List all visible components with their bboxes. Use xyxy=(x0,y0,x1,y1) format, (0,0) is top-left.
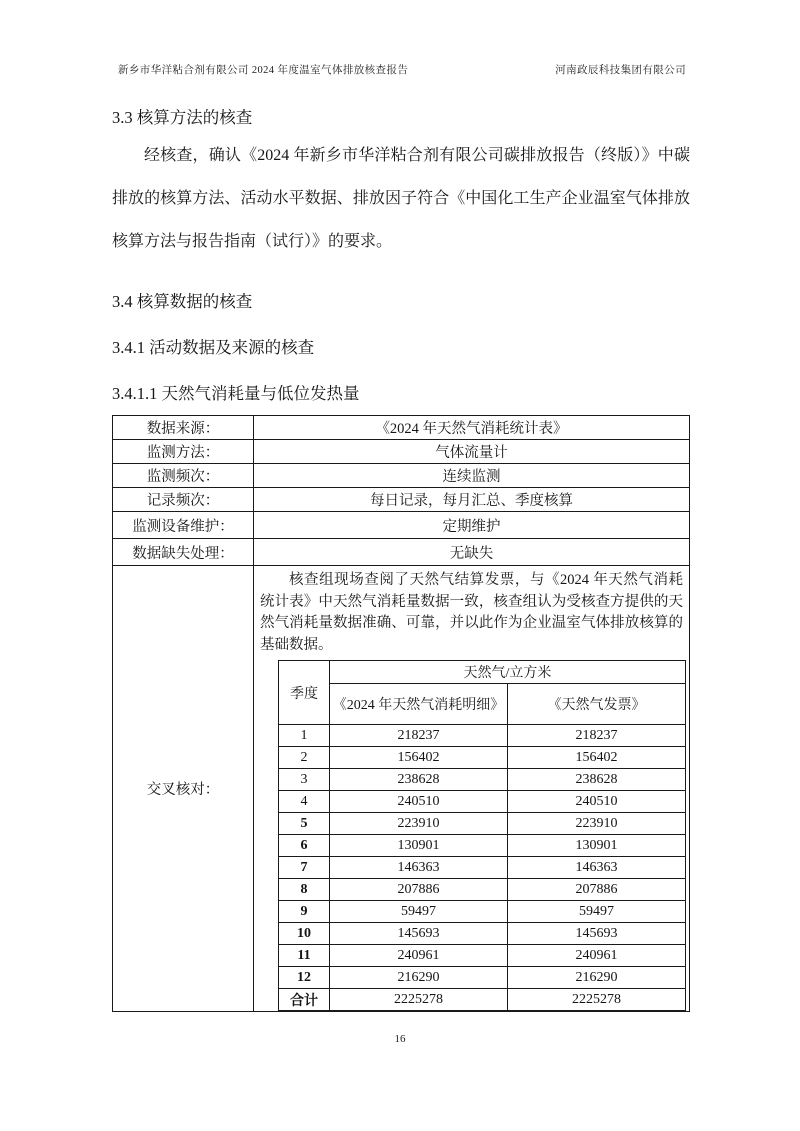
info-value: 《2024 年天然气消耗统计表》 xyxy=(254,416,690,440)
heading-3-3: 3.3 核算方法的核查 xyxy=(112,108,253,127)
cross-check-label: 交叉核对： xyxy=(113,566,254,1012)
invoice-cell: 238628 xyxy=(508,769,686,791)
heading-3-4: 3.4 核算数据的核查 xyxy=(112,292,253,311)
detail-cell: 207886 xyxy=(330,879,508,901)
detail-cell: 240961 xyxy=(330,945,508,967)
info-label: 监测方法： xyxy=(113,440,254,464)
table-row xyxy=(279,791,686,813)
info-value: 气体流量计 xyxy=(254,440,690,464)
cross-check-content xyxy=(254,566,690,1012)
invoice-cell: 240961 xyxy=(508,945,686,967)
invoice-cell: 207886 xyxy=(508,879,686,901)
detail-header: 《2024 年天然气消耗明细》 xyxy=(330,684,508,725)
running-header-left: 新乡市华洋粘合剂有限公司 2024 年度温室气体排放核查报告 xyxy=(118,65,409,76)
info-label: 记录频次： xyxy=(113,488,254,512)
detail-cell: 223910 xyxy=(330,813,508,835)
invoice-cell: 130901 xyxy=(508,835,686,857)
invoice-cell: 223910 xyxy=(508,813,686,835)
quarter-cell: 4 xyxy=(279,791,330,813)
invoice-cell: 145693 xyxy=(508,923,686,945)
quarter-cell: 11 xyxy=(279,945,330,967)
info-value: 每日记录，每月汇总、季度核算 xyxy=(254,488,690,512)
info-label: 监测频次： xyxy=(113,464,254,488)
detail-cell: 216290 xyxy=(330,967,508,989)
quarter-cell: 1 xyxy=(279,725,330,747)
info-label: 监测设备维护： xyxy=(113,512,254,539)
detail-cell: 145693 xyxy=(330,923,508,945)
page-number: 16 xyxy=(394,1033,406,1045)
detail-cell: 238628 xyxy=(330,769,508,791)
detail-cell: 218237 xyxy=(330,725,508,747)
cross-check-note: 核查组现场查阅了天然气结算发票，与《2024 年天然气消耗统计表》中天然气消耗量数据一致，核查组认为受核查方提供的天然气消耗量数据准确、可靠，并以此作为企业温室气体排放核算的基础数据。 xyxy=(260,572,683,653)
detail-cell: 146363 xyxy=(330,857,508,879)
quarter-cell: 5 xyxy=(279,813,330,835)
info-value: 定期维护 xyxy=(254,512,690,539)
quarter-cell: 8 xyxy=(279,879,330,901)
table-row xyxy=(113,416,690,440)
detail-cell: 240510 xyxy=(330,791,508,813)
quarter-cell: 2 xyxy=(279,747,330,769)
table-row xyxy=(113,512,690,539)
heading-3-4-1: 3.4.1 活动数据及来源的核查 xyxy=(112,338,315,357)
unit-header: 天然气/立方米 xyxy=(330,661,686,684)
quarter-cell: 9 xyxy=(279,901,330,923)
invoice-cell: 216290 xyxy=(508,967,686,989)
quarter-cell: 6 xyxy=(279,835,330,857)
invoice-cell: 240510 xyxy=(508,791,686,813)
info-label: 数据来源： xyxy=(113,416,254,440)
info-value: 连续监测 xyxy=(254,464,690,488)
table-row xyxy=(113,488,690,512)
natural-gas-info-table xyxy=(112,415,690,1012)
table-row xyxy=(279,835,686,857)
table-row xyxy=(279,967,686,989)
paragraph-3-3: 经核查，确认《2024 年新乡市华洋粘合剂有限公司碳排放报告（终版）》中碳排放的核算方法、活动水平数据、排放因子符合《中国化工生产企业温室气体排放核算方法与报告指南（试行）》的要求。 xyxy=(112,147,690,250)
quarter-cell: 12 xyxy=(279,967,330,989)
invoice-header: 《天然气发票》 xyxy=(508,684,686,725)
table-row xyxy=(279,725,686,747)
info-label: 数据缺失处理： xyxy=(113,539,254,566)
quarter-header: 季度 xyxy=(279,661,330,725)
table-row xyxy=(279,684,686,725)
quarter-cell: 7 xyxy=(279,857,330,879)
quarter-cell: 10 xyxy=(279,923,330,945)
heading-3-4-1-1: 3.4.1.1 天然气消耗量与低位发热量 xyxy=(112,384,360,403)
page-content xyxy=(112,62,690,1012)
table-row xyxy=(113,440,690,464)
table-row xyxy=(279,813,686,835)
invoice-cell: 156402 xyxy=(508,747,686,769)
quarterly-consumption-table xyxy=(278,660,686,1011)
cross-check-row xyxy=(113,566,690,1012)
table-row xyxy=(113,539,690,566)
table-row xyxy=(279,661,686,684)
table-row xyxy=(279,747,686,769)
total-detail-cell: 2225278 xyxy=(330,989,508,1011)
running-header-right: 河南政辰科技集团有限公司 xyxy=(555,65,686,76)
total-invoice-cell: 2225278 xyxy=(508,989,686,1011)
quarter-cell: 3 xyxy=(279,769,330,791)
total-row xyxy=(279,989,686,1011)
table-row xyxy=(279,879,686,901)
table-row xyxy=(279,923,686,945)
table-row xyxy=(279,945,686,967)
running-header xyxy=(112,62,690,77)
info-value: 无缺失 xyxy=(254,539,690,566)
total-label: 合计 xyxy=(279,989,330,1011)
table-row xyxy=(279,769,686,791)
detail-cell: 59497 xyxy=(330,901,508,923)
table-row xyxy=(113,464,690,488)
table-row xyxy=(279,901,686,923)
detail-cell: 130901 xyxy=(330,835,508,857)
invoice-cell: 146363 xyxy=(508,857,686,879)
detail-cell: 156402 xyxy=(330,747,508,769)
invoice-cell: 218237 xyxy=(508,725,686,747)
invoice-cell: 59497 xyxy=(508,901,686,923)
table-row xyxy=(279,857,686,879)
